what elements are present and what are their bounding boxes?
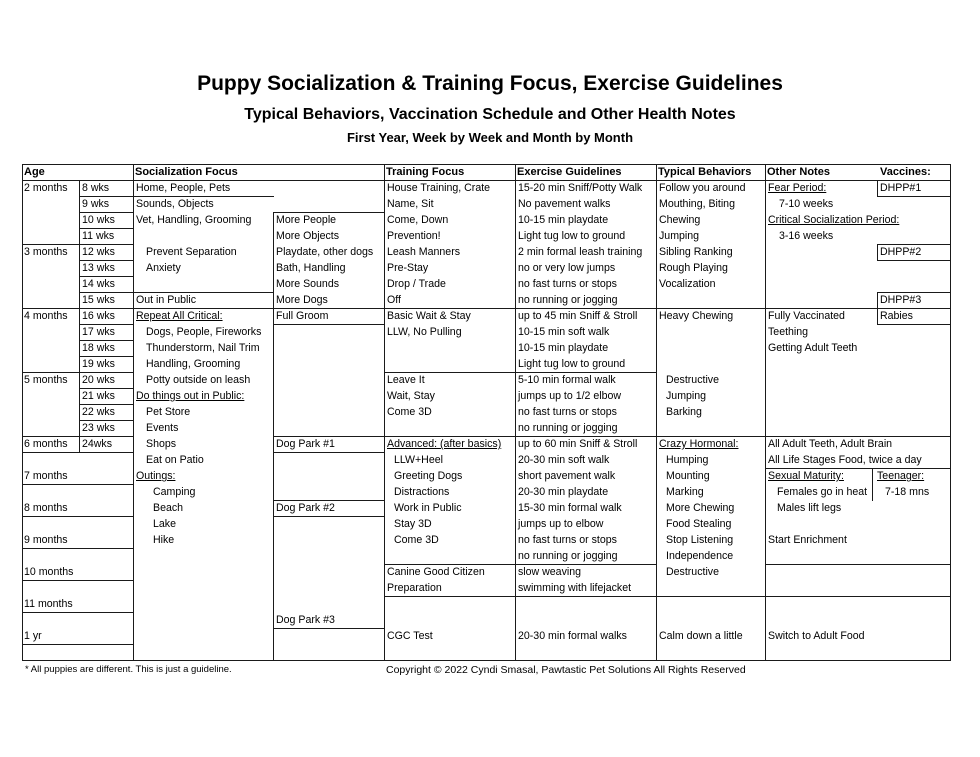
socialization-cell: Prevent Separation [146, 246, 237, 258]
exercise-cell: no fast turns or stops [518, 406, 617, 418]
note-cell: Sexual Maturity: [768, 470, 844, 482]
socialization-cell: Sounds, Objects [136, 198, 214, 210]
behavior-cell: Barking [666, 406, 702, 418]
behavior-cell: Destructive [666, 566, 719, 578]
note-cell: Switch to Adult Food [768, 630, 865, 642]
age-cell: 4 months [24, 310, 68, 322]
training-cell: Work in Public [394, 502, 462, 514]
socialization-cell: Dogs, People, Fireworks [146, 326, 262, 338]
training-cell: Come 3D [387, 406, 432, 418]
behavior-cell: More Chewing [666, 502, 735, 514]
socialization-cell: Anxiety [146, 262, 181, 274]
training-cell: Come 3D [394, 534, 439, 546]
behavior-cell: Chewing [659, 214, 701, 226]
exercise-cell: short pavement walk [518, 470, 616, 482]
socialization-cell: Lake [153, 518, 176, 530]
note-cell: 7-10 weeks [779, 198, 834, 210]
schedule-table [22, 164, 950, 646]
vaccine-cell: DHPP#3 [880, 294, 922, 306]
exercise-cell: no fast turns or stops [518, 278, 617, 290]
exercise-cell: 5-10 min formal walk [518, 374, 616, 386]
page-subtitle: Typical Behaviors, Vaccination Schedule and Other Health Notes [244, 106, 736, 123]
socialization-extra-cell: Dog Park #3 [276, 614, 335, 626]
behavior-cell: Destructive [666, 374, 719, 386]
socialization-extra-cell: More Dogs [276, 294, 328, 306]
training-cell: Preparation [387, 582, 442, 594]
note-cell: Start Enrichment [768, 534, 847, 546]
header-socialization: Socialization Focus [135, 166, 238, 178]
week-cell: 13 wks [82, 262, 115, 274]
exercise-cell: 15-30 min formal walk [518, 502, 622, 514]
training-cell: LLW, No Pulling [387, 326, 462, 338]
behavior-cell: Humping [666, 454, 709, 466]
training-cell: Greeting Dogs [394, 470, 463, 482]
note-cell: Getting Adult Teeth [768, 342, 858, 354]
header-training: Training Focus [386, 166, 465, 178]
exercise-cell: jumps up to elbow [518, 518, 604, 530]
socialization-cell: Pet Store [146, 406, 191, 418]
behavior-cell: Crazy Hormonal: [659, 438, 739, 450]
training-cell: Off [387, 294, 401, 306]
behavior-cell: Follow you around [659, 182, 746, 194]
week-cell: 16 wks [82, 310, 115, 322]
week-cell: 15 wks [82, 294, 115, 306]
exercise-cell: no fast turns or stops [518, 534, 617, 546]
exercise-cell: Light tug low to ground [518, 230, 626, 242]
note-cell: All Adult Teeth, Adult Brain [768, 438, 893, 450]
behavior-cell: Food Stealing [666, 518, 732, 530]
behavior-cell: Mouthing, Biting [659, 198, 735, 210]
page-subtitle-2: First Year, Week by Week and Month by Month [346, 130, 634, 145]
exercise-cell: Light tug low to ground [518, 358, 626, 370]
socialization-cell: Shops [146, 438, 177, 450]
training-cell: Prevention! [387, 230, 441, 242]
week-cell: 11 wks [82, 230, 115, 242]
age-cell: 3 months [24, 246, 68, 258]
note-cell: Fear Period: [768, 182, 827, 194]
exercise-cell: 15-20 min Sniff/Potty Walk [518, 182, 643, 194]
socialization-cell: Events [146, 422, 179, 434]
age-cell: 6 months [24, 438, 68, 450]
exercise-cell: swimming with lifejacket [518, 582, 632, 594]
training-cell: Name, Sit [387, 198, 434, 210]
header-behaviors: Typical Behaviors [658, 166, 752, 178]
week-cell: 19 wks [82, 358, 115, 370]
exercise-cell: 20-30 min soft walk [518, 454, 610, 466]
socialization-cell: Hike [153, 534, 175, 546]
training-cell: Distractions [394, 486, 450, 498]
socialization-cell: Thunderstorm, Nail Trim [146, 342, 260, 354]
week-cell: 8 wks [82, 182, 110, 194]
age-cell: 10 months [24, 566, 74, 578]
age-cell: 9 months [24, 534, 68, 546]
socialization-cell: Repeat All Critical: [136, 310, 223, 322]
exercise-cell: 10-15 min playdate [518, 342, 609, 354]
week-cell: 23 wks [82, 422, 115, 434]
note-cell: Critical Socialization Period: [768, 214, 900, 226]
header-notes: Other Notes [767, 166, 830, 178]
socialization-extra-cell: More Sounds [276, 278, 340, 290]
socialization-cell: Vet, Handling, Grooming [136, 214, 252, 226]
training-cell: Stay 3D [394, 518, 432, 530]
training-cell: Canine Good Citizen [387, 566, 485, 578]
training-cell: Drop / Trade [387, 278, 446, 290]
exercise-cell: no running or jogging [518, 422, 618, 434]
training-cell: LLW+Heel [394, 454, 443, 466]
behavior-cell: Calm down a little [659, 630, 743, 642]
behavior-cell: Rough Playing [659, 262, 728, 274]
header-exercise: Exercise Guidelines [517, 166, 622, 178]
exercise-cell: no running or jogging [518, 550, 618, 562]
footer-note: * All puppies are different. This is just a guideline. [25, 664, 232, 675]
socialization-extra-cell: More Objects [276, 230, 339, 242]
week-cell: 14 wks [82, 278, 115, 290]
exercise-cell: 20-30 min playdate [518, 486, 609, 498]
training-cell: Advanced: (after basics) [387, 438, 502, 450]
behavior-cell: Mounting [666, 470, 710, 482]
behavior-cell: Jumping [666, 390, 707, 402]
week-cell: 9 wks [82, 198, 110, 210]
week-cell: 20 wks [82, 374, 115, 386]
exercise-cell: no running or jogging [518, 294, 618, 306]
socialization-cell: Potty outside on leash [146, 374, 251, 386]
exercise-cell: no or very low jumps [518, 262, 616, 274]
note-cell: Fully Vaccinated [768, 310, 845, 322]
exercise-cell: 10-15 min soft walk [518, 326, 610, 338]
note-cell: Females go in heat [777, 486, 868, 498]
age-cell: 11 months [24, 598, 73, 610]
socialization-extra-cell: More People [276, 214, 337, 226]
socialization-extra-cell: Playdate, other dogs [276, 246, 374, 258]
training-cell: Leave It [387, 374, 425, 386]
week-cell: 22 wks [82, 406, 115, 418]
training-cell: Pre-Stay [387, 262, 429, 274]
socialization-extra-cell: Full Groom [276, 310, 329, 322]
header-age: Age [24, 166, 45, 178]
training-cell: Leash Manners [387, 246, 461, 258]
age-cell: 2 months [24, 182, 68, 194]
socialization-cell: Out in Public [136, 294, 197, 306]
exercise-cell: up to 60 min Sniff & Stroll [518, 438, 638, 450]
age-cell: 5 months [24, 374, 68, 386]
note-cell: Males lift legs [777, 502, 842, 514]
socialization-cell: Camping [153, 486, 196, 498]
note-cell: 3-16 weeks [779, 230, 834, 242]
socialization-extra-cell: Dog Park #1 [276, 438, 335, 450]
behavior-cell: Sibling Ranking [659, 246, 733, 258]
vaccine-cell: 7-18 mns [885, 486, 930, 498]
note-cell: All Life Stages Food, twice a day [768, 454, 922, 466]
behavior-cell: Marking [666, 486, 704, 498]
page-title: Puppy Socialization & Training Focus, Exercise Guidelines [197, 72, 783, 95]
socialization-extra-cell: Dog Park #2 [276, 502, 335, 514]
age-cell: 8 months [24, 502, 68, 514]
copyright: Copyright © 2022 Cyndi Smasal, Pawtastic Pet Solutions All Rights Reserved [386, 664, 746, 676]
week-cell: 17 wks [82, 326, 115, 338]
training-cell: Basic Wait & Stay [387, 310, 471, 322]
exercise-cell: slow weaving [518, 566, 582, 578]
exercise-cell: 2 min formal leash training [518, 246, 643, 258]
week-cell: 18 wks [82, 342, 115, 354]
socialization-cell: Do things out in Public: [136, 390, 245, 402]
exercise-cell: jumps up to 1/2 elbow [518, 390, 622, 402]
behavior-cell: Jumping [659, 230, 700, 242]
socialization-cell: Beach [153, 502, 184, 514]
socialization-cell: Handling, Grooming [146, 358, 241, 370]
behavior-cell: Heavy Chewing [659, 310, 734, 322]
training-cell: Wait, Stay [387, 390, 435, 402]
exercise-cell: up to 45 min Sniff & Stroll [518, 310, 638, 322]
vaccine-cell: DHPP#1 [880, 182, 922, 194]
training-cell: CGC Test [387, 630, 433, 642]
week-cell: 24wks [82, 438, 113, 450]
vaccine-cell: Rabies [880, 310, 913, 322]
behavior-cell: Stop Listening [666, 534, 734, 546]
week-cell: 12 wks [82, 246, 115, 258]
behavior-cell: Vocalization [659, 278, 716, 290]
socialization-cell: Eat on Patio [146, 454, 204, 466]
training-cell: House Training, Crate [387, 182, 491, 194]
behavior-cell: Independence [666, 550, 734, 562]
exercise-cell: No pavement walks [518, 198, 611, 210]
header-vaccines: Vaccines: [880, 166, 931, 178]
socialization-cell: Outings: [136, 470, 176, 482]
week-cell: 10 wks [82, 214, 115, 226]
vaccine-cell: Teenager: [877, 470, 925, 482]
age-cell: 7 months [24, 470, 68, 482]
socialization-extra-cell: Bath, Handling [276, 262, 346, 274]
vaccine-cell: DHPP#2 [880, 246, 922, 258]
week-cell: 21 wks [82, 390, 115, 402]
training-cell: Come, Down [387, 214, 449, 226]
note-cell: Teething [768, 326, 809, 338]
exercise-cell: 10-15 min playdate [518, 214, 609, 226]
age-cell: 1 yr [24, 630, 42, 642]
exercise-cell: 20-30 min formal walks [518, 630, 627, 642]
socialization-cell: Home, People, Pets [136, 182, 231, 194]
